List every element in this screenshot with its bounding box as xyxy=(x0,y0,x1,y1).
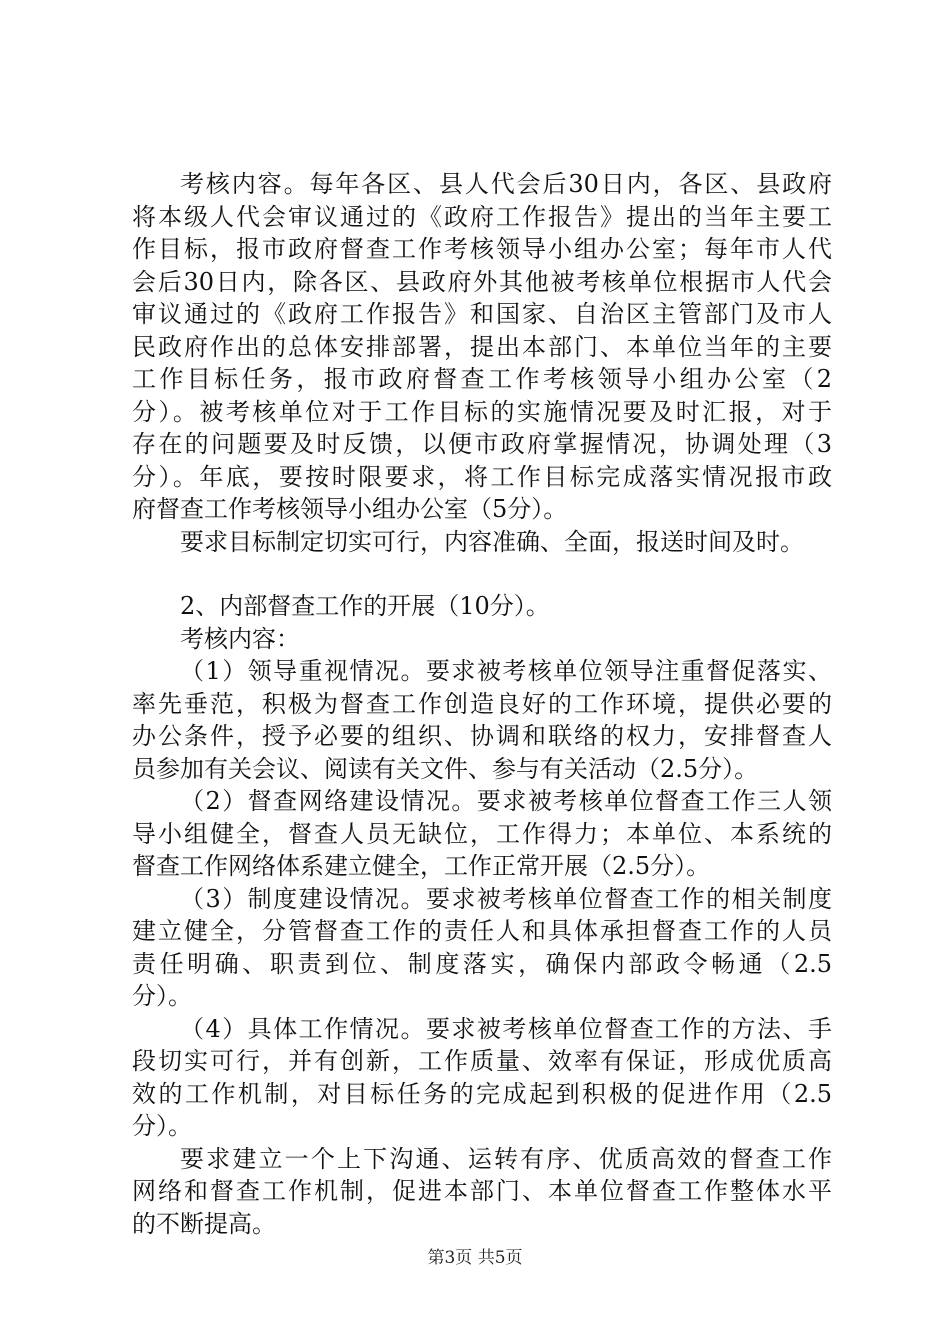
text-line: （2）督查网络建设情况。要求被考核单位督查工作三人领 xyxy=(180,787,832,815)
text-line: 考核内容。每年各区、县人代会后30日内，各区、县政府 xyxy=(180,170,832,198)
text-line: 督查工作网络体系建立健全，工作正常开展（2.5分）。 xyxy=(132,852,711,880)
text-line: 会后30日内，除各区、县政府外其他被考核单位根据市人代会 xyxy=(132,267,832,296)
text-line: 工作目标任务，报市政府督查工作考核领导小组办公室（2 xyxy=(132,365,832,393)
text-line: 办公条件，授予必要的组织、协调和联络的权力，安排督查人 xyxy=(132,722,832,750)
paragraph-item-4 xyxy=(132,1013,832,1143)
paragraph-item-2 xyxy=(132,785,832,883)
text-line: 段切实可行，并有创新，工作质量、效率有保证，形成优质高 xyxy=(132,1047,832,1075)
text-line: 分）。 xyxy=(132,982,192,1010)
text-line: 建立健全，分管督查工作的责任人和具体承担督查工作的人员 xyxy=(132,917,832,945)
text-line: 率先垂范，积极为督查工作创造良好的工作环境，提供必要的 xyxy=(132,689,832,718)
text-line: 责任明确、职责到位、制度落实，确保内部政令畅通（2.5 xyxy=(132,949,832,978)
text-line: 员参加有关会议、阅读有关文件、参与有关活动（2.5分）。 xyxy=(132,754,759,783)
text-line: 府督查工作考核领导小组办公室（5分）。 xyxy=(132,495,568,523)
text-line: 审议通过的《政府工作报告》和国家、自治区主管部门及市人 xyxy=(132,300,832,328)
section-heading-internal-supervision xyxy=(132,590,832,623)
text-line: 分）。年底，要按时限要求，将工作目标完成落实情况报市政 xyxy=(132,462,832,491)
paragraph-assessment-label xyxy=(132,623,832,656)
paragraph-gap xyxy=(132,558,832,590)
text-line: （1）领导重视情况。要求被考核单位领导注重督促落实、 xyxy=(180,657,832,685)
text-line: 网络和督查工作机制，促进本部门、本单位督查工作整体水平 xyxy=(132,1177,832,1205)
page-number-footer: 第3页 共5页 xyxy=(427,1248,523,1268)
text-line: 将本级人代会审议通过的《政府工作报告》提出的当年主要工 xyxy=(132,202,832,231)
paragraph-requirement-1 xyxy=(132,526,832,559)
text-line: 导小组健全，督查人员无缺位，工作得力；本单位、本系统的 xyxy=(132,819,832,848)
text-line: 考核内容： xyxy=(180,624,300,653)
paragraph-item-3 xyxy=(132,883,832,1013)
text-line: 作目标，报市政府督查工作考核领导小组办公室；每年市人代 xyxy=(132,235,832,263)
paragraph-item-1 xyxy=(132,655,832,785)
paragraph-requirement-2 xyxy=(132,1143,832,1241)
text-line: 存在的问题要及时反馈，以便市政府掌握情况，协调处理（3 xyxy=(132,430,832,458)
text-line: 要求目标制定切实可行，内容准确、全面，报送时间及时。 xyxy=(180,527,804,556)
text-line: 民政府作出的总体安排部署，提出本部门、本单位当年的主要 xyxy=(132,332,832,361)
text-line: 2、内部督查工作的开展（10分）。 xyxy=(180,592,550,620)
text-line: 分）。 xyxy=(132,1112,192,1140)
text-line: 要求建立一个上下沟通、运转有序、优质高效的督查工作 xyxy=(180,1144,832,1173)
text-line: 分）。被考核单位对于工作目标的实施情况要及时汇报，对于 xyxy=(132,397,832,426)
paragraph-assessment-content xyxy=(132,168,832,526)
document-body xyxy=(132,168,832,1240)
text-line: 效的工作机制，对目标任务的完成起到积极的促进作用（2.5 xyxy=(132,1079,832,1108)
text-line: （4）具体工作情况。要求被考核单位督查工作的方法、手 xyxy=(180,1014,832,1043)
text-line: （3）制度建设情况。要求被考核单位督查工作的相关制度 xyxy=(180,884,832,913)
text-line: 的不断提高。 xyxy=(132,1209,276,1238)
